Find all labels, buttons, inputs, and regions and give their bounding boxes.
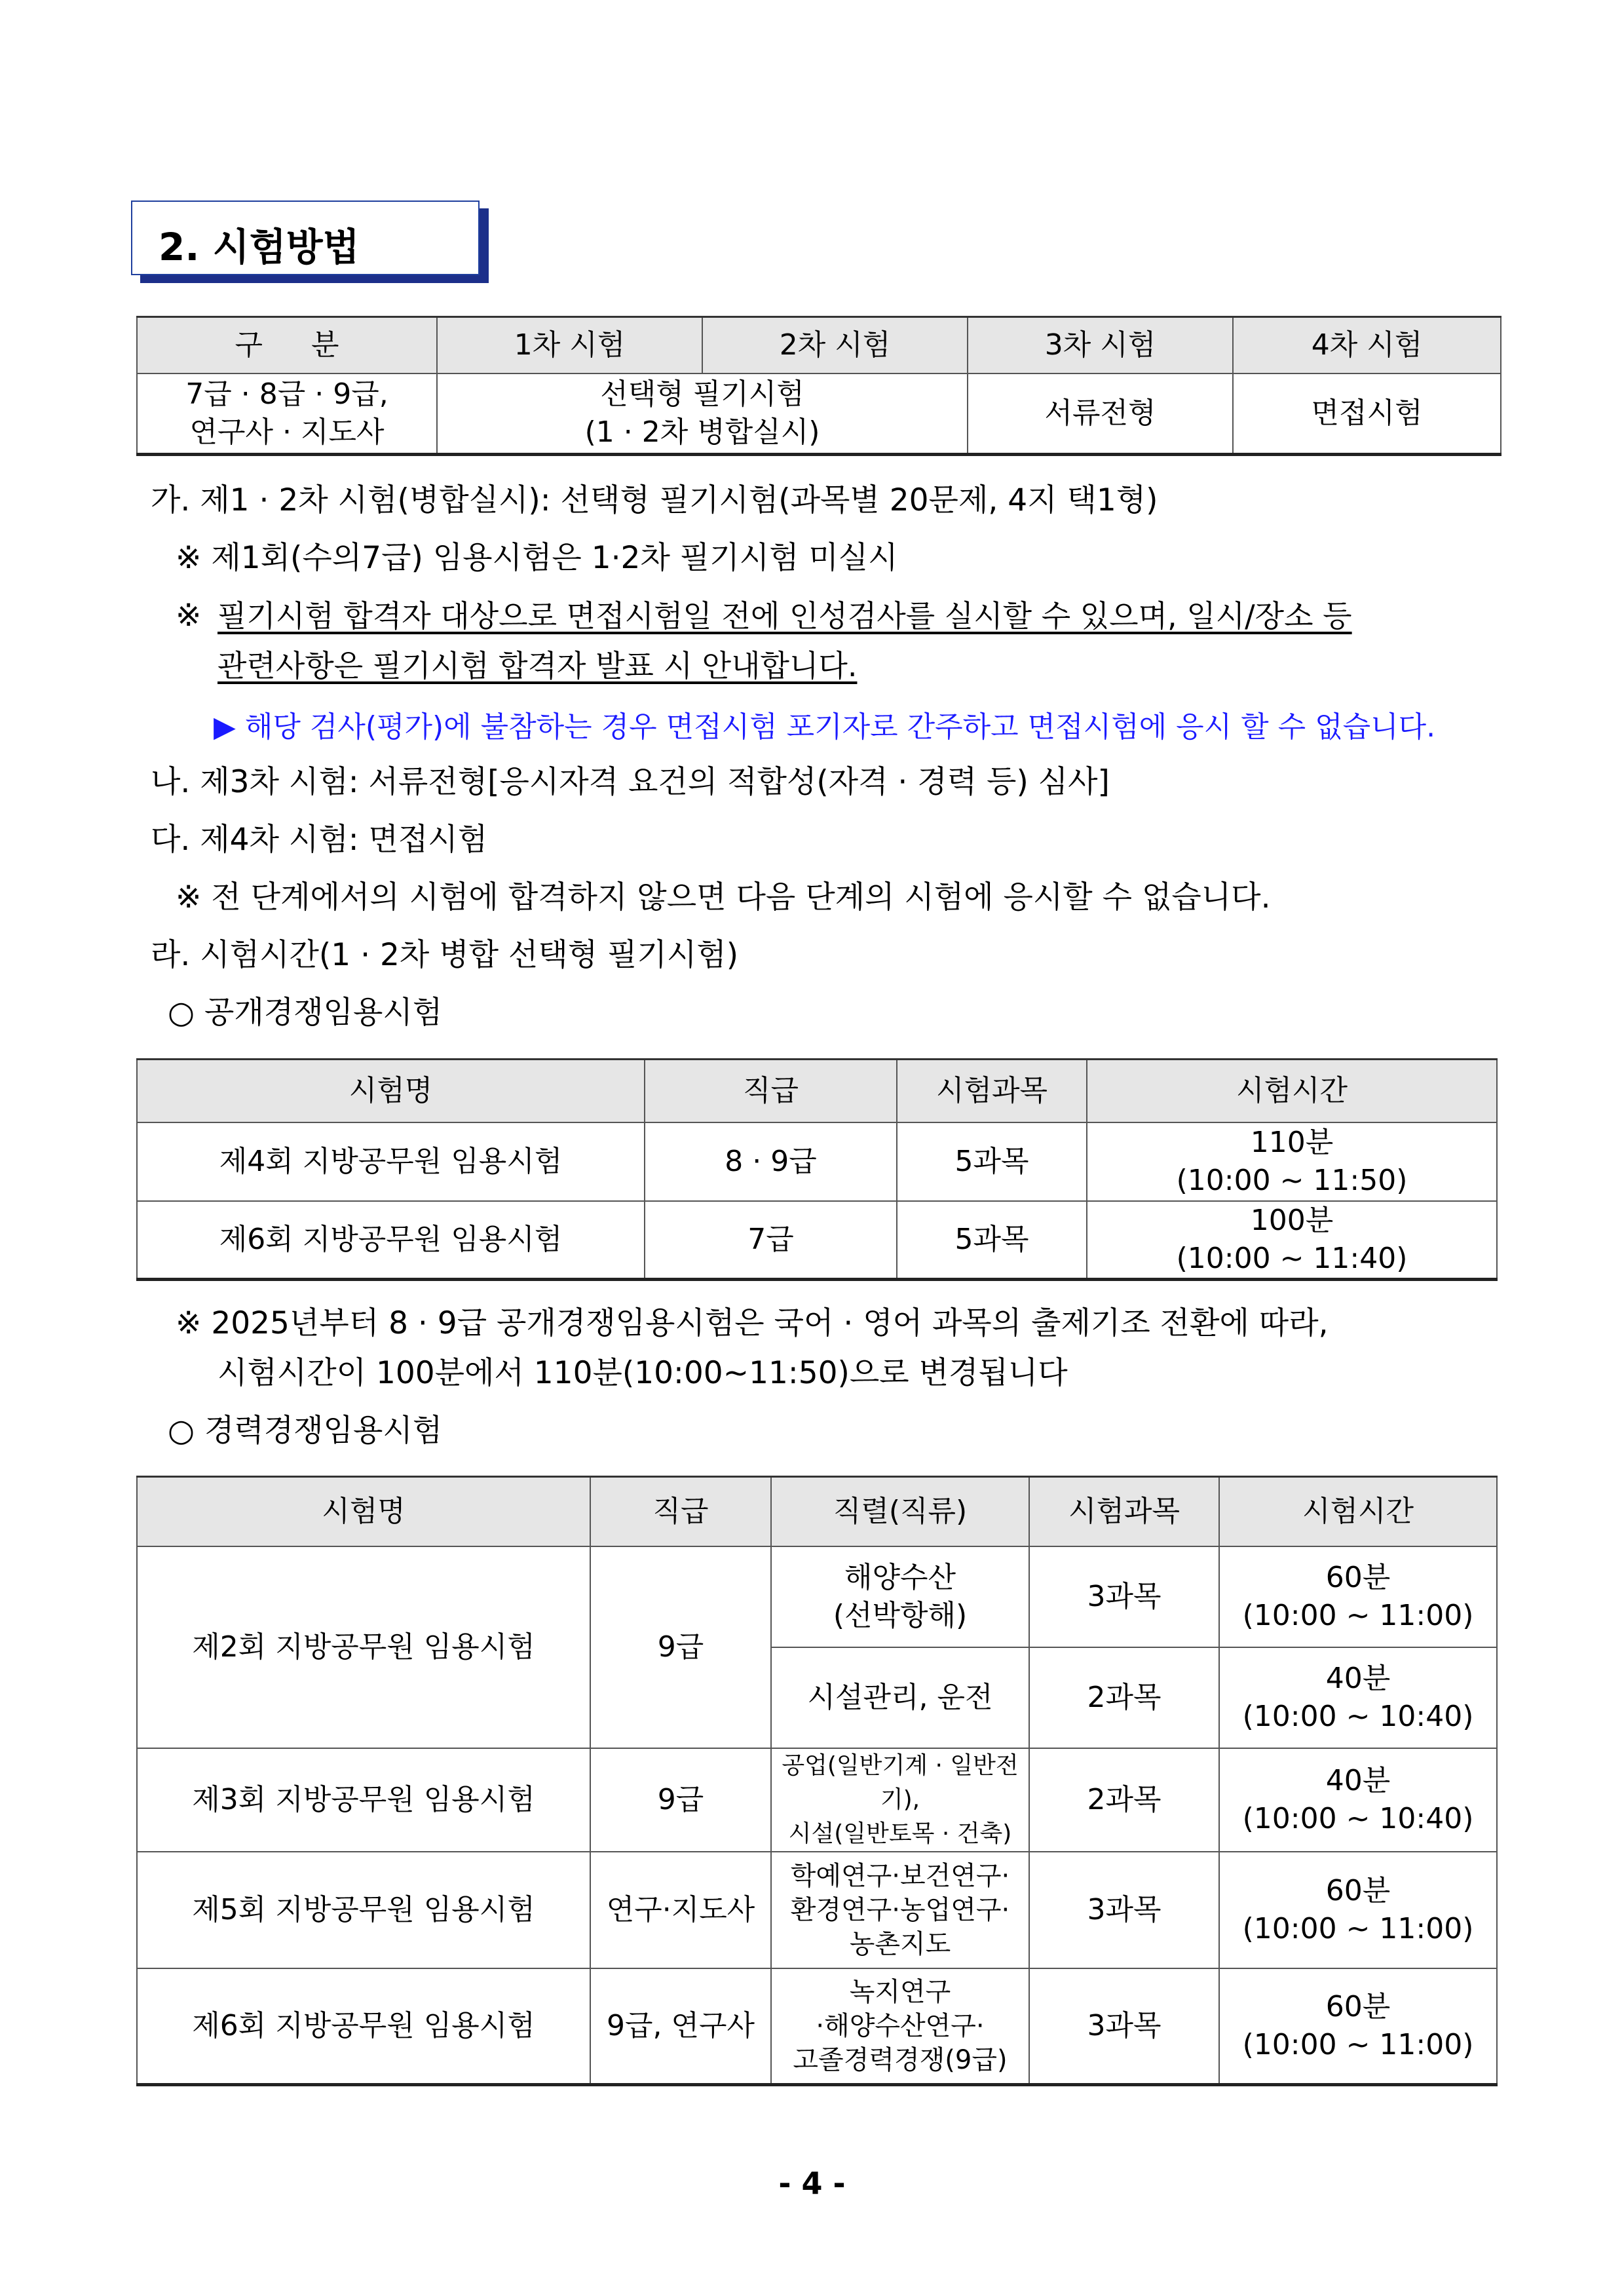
time-range: (10:00 ~ 11:00): [1242, 1911, 1474, 1945]
open-competition-table: [136, 1058, 1498, 1281]
time-range: (10:00 ~ 10:40): [1242, 1801, 1474, 1835]
written-exam-cell: [437, 373, 968, 455]
exam-name: 제6회 지방공무원 임용시험: [137, 1968, 590, 2085]
subject-count: 3과목: [1029, 1546, 1219, 1647]
table-row: [137, 1201, 1497, 1280]
series-line: 환경연구·농업연구·: [790, 1894, 1010, 1925]
grade-line-1: 7급 · 8급 · 9급,: [185, 377, 388, 411]
career-competition-table: [136, 1476, 1498, 2086]
series-line: ·해양수산연구·: [816, 2010, 985, 2041]
header-category: 구 분: [137, 317, 437, 373]
career-header-exam-name: 시험명: [137, 1477, 590, 1546]
series-line: 해양수산: [844, 1560, 956, 1594]
duration: 110분: [1250, 1125, 1334, 1159]
time-range: (10:00 ~ 10:40): [1242, 1699, 1474, 1733]
note-3-absence-warning: ▶ 해당 검사(평가)에 불참하는 경우 면접시험 포기자로 간주하고 면접시험에 응시 할 수 없습니다.: [214, 710, 1436, 744]
series-line: 녹지연구: [849, 1976, 951, 2007]
table-row: [137, 1122, 1497, 1201]
open-competition-heading: ○ 공개경쟁임용시험: [168, 995, 443, 1031]
time-range: (10:00 ~ 11:00): [1242, 1598, 1474, 1632]
grade: 7급: [645, 1201, 897, 1280]
series: [771, 1546, 1029, 1647]
career-header-grade: 직급: [590, 1477, 771, 1546]
page-number: - 4 -: [778, 2166, 846, 2201]
exam-time: [1087, 1122, 1497, 1201]
open-header-time: 시험시간: [1087, 1060, 1497, 1122]
table-row: [137, 1546, 1497, 1647]
series: [771, 1968, 1029, 2085]
header-stage-2: 2차 시험: [702, 317, 968, 373]
grade: 8 · 9급: [645, 1122, 897, 1201]
exam-time: [1087, 1201, 1497, 1280]
exam-time: [1219, 1852, 1497, 1968]
note-5-line-1: ※ 2025년부터 8 · 9급 공개경쟁임용시험은 국어 · 영어 과목의 출제기조 전환에 따라,: [176, 1305, 1329, 1341]
item-ra: 라. 시험시간(1 · 2차 병합 선택형 필기시험): [151, 937, 739, 973]
document-screening-cell: 서류전형: [968, 373, 1233, 455]
note-2-line-1: 필기시험 합격자 대상으로 면접시험일 전에 인성검사를 실시할 수 있으며, 일시/장소 등: [217, 598, 1352, 634]
exam-name: 제3회 지방공무원 임용시험: [137, 1748, 590, 1852]
note-4: ※ 전 단계에서의 시험에 합격하지 않으면 다음 단계의 시험에 응시할 수 없습니다.: [176, 879, 1271, 915]
series-line: 농촌지도: [849, 1928, 951, 1959]
table-row: [137, 1968, 1497, 2085]
series: 시설관리, 운전: [771, 1647, 1029, 1748]
grade: 9급: [590, 1748, 771, 1852]
series-line: 공업(일반기계 · 일반전기),: [782, 1751, 1019, 1813]
exam-time: [1219, 1748, 1497, 1852]
open-header-subjects: 시험과목: [897, 1060, 1087, 1122]
series: [771, 1852, 1029, 1968]
note-2-line-2: 관련사항은 필기시험 합격자 발표 시 안내합니다.: [217, 648, 858, 683]
duration: 60분: [1325, 1560, 1391, 1594]
career-header-time: 시험시간: [1219, 1477, 1497, 1546]
series-line: 시설(일반토목 · 건축): [788, 1820, 1012, 1847]
duration: 40분: [1325, 1763, 1391, 1797]
section-title-box: [131, 201, 480, 275]
duration: 40분: [1325, 1661, 1391, 1695]
exam-name: 제5회 지방공무원 임용시험: [137, 1852, 590, 1968]
item-ga: 가. 제1 · 2차 시험(병합실시): 선택형 필기시험(과목별 20문제, 4지 택1형): [151, 482, 1158, 518]
duration: 60분: [1325, 1873, 1391, 1907]
subject-count: 2과목: [1029, 1748, 1219, 1852]
time-range: (10:00 ~ 11:40): [1176, 1241, 1408, 1275]
exam-time: [1219, 1647, 1497, 1748]
exam-stage-table: [136, 316, 1501, 456]
grade: 9급: [590, 1546, 771, 1748]
duration: 60분: [1325, 1989, 1391, 2023]
subject-count: 5과목: [897, 1122, 1087, 1201]
series-line: 학예연구·보건연구·: [790, 1860, 1010, 1891]
note-1: ※ 제1회(수의7급) 임용시험은 1·2차 필기시험 미실시: [176, 540, 898, 576]
grade-line-2: 연구사 · 지도사: [189, 415, 385, 449]
section-title: 2. 시험방법: [159, 225, 360, 269]
exam-time: [1219, 1968, 1497, 2085]
table-row: [137, 1748, 1497, 1852]
duration: 100분: [1250, 1203, 1334, 1237]
series: [771, 1748, 1029, 1852]
series-line: 고졸경력경쟁(9급): [793, 2044, 1008, 2075]
open-header-exam-name: 시험명: [137, 1060, 645, 1122]
career-competition-heading: ○ 경력경쟁임용시험: [168, 1413, 443, 1449]
exam-name: 제2회 지방공무원 임용시험: [137, 1546, 590, 1748]
time-range: (10:00 ~ 11:00): [1242, 2027, 1474, 2061]
grade: 연구·지도사: [590, 1852, 771, 1968]
exam-time: [1219, 1546, 1497, 1647]
note-5-line-2: 시험시간이 100분에서 110분(10:00~11:50)으로 변경됩니다: [217, 1355, 1068, 1391]
grade: 9급, 연구사: [590, 1968, 771, 2085]
note-2-mark: ※: [176, 598, 202, 634]
item-da: 다. 제4차 시험: 면접시험: [151, 822, 488, 858]
item-na: 나. 제3차 시험: 서류전형[응시자격 요건의 적합성(자격 · 경력 등) 심사]: [151, 764, 1110, 800]
exam-name: 제4회 지방공무원 임용시험: [137, 1122, 645, 1201]
subject-count: 3과목: [1029, 1968, 1219, 2085]
career-header-subjects: 시험과목: [1029, 1477, 1219, 1546]
time-range: (10:00 ~ 11:50): [1176, 1163, 1408, 1197]
subject-count: 2과목: [1029, 1647, 1219, 1748]
header-stage-4: 4차 시험: [1233, 317, 1501, 373]
written-exam-line-2: (1 · 2차 병합실시): [584, 415, 820, 449]
table-row: [137, 1852, 1497, 1968]
subject-count: 3과목: [1029, 1852, 1219, 1968]
career-header-series: 직렬(직류): [771, 1477, 1029, 1546]
grade-cell: [137, 373, 437, 455]
written-exam-line-1: 선택형 필기시험: [600, 377, 804, 411]
header-stage-3: 3차 시험: [968, 317, 1233, 373]
interview-cell: 면접시험: [1233, 373, 1501, 455]
series-line: (선박항해): [833, 1598, 968, 1632]
subject-count: 5과목: [897, 1201, 1087, 1280]
open-header-grade: 직급: [645, 1060, 897, 1122]
exam-name: 제6회 지방공무원 임용시험: [137, 1201, 645, 1280]
header-stage-1: 1차 시험: [437, 317, 702, 373]
